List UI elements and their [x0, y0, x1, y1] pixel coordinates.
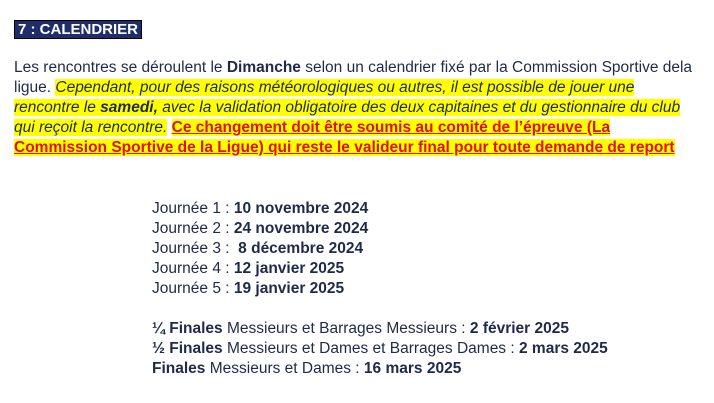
journee-row — [152, 219, 608, 239]
journee-label: Journée 5 : — [152, 280, 234, 297]
journee-row — [152, 279, 608, 299]
journee-date: 8 décembre 2024 — [238, 240, 364, 257]
journee-date: 19 janvier 2025 — [233, 280, 345, 297]
section-title: 7 : CALENDRIER — [14, 20, 142, 39]
finale-label: ½ Finales — [152, 340, 223, 357]
finale-text: Messieurs et Dames et Barrages Dames : — [222, 340, 519, 357]
rules-paragraph — [14, 58, 704, 158]
para-highlight-samedi: samedi, — [100, 99, 158, 116]
spacer — [152, 299, 608, 319]
journee-row — [152, 199, 608, 219]
finale-row — [152, 319, 608, 339]
finale-label: Finales — [152, 360, 206, 377]
schedule — [152, 199, 608, 379]
journee-label: Journée 3 : — [152, 240, 239, 257]
para-text-1: Les rencontres se déroulent le — [14, 59, 227, 76]
journee-date: 24 novembre 2024 — [233, 220, 369, 237]
finale-text: Messieurs et Barrages Messieurs : — [222, 320, 470, 337]
finale-label: ¼ Finales — [152, 320, 223, 337]
para-highlight-2: avec la validation obligatoire des deux capitaines et du gestionnaire du club qui reçoit la rencontre. — [14, 99, 681, 136]
journee-label: Journée 4 : — [152, 260, 234, 277]
finale-text: Messieurs et Dames : — [205, 360, 364, 377]
finale-row — [152, 339, 608, 359]
journee-row — [152, 239, 608, 259]
finale-row — [152, 359, 608, 379]
para-warning: Ce changement doit être soumis au comité de l’épreuve (La Commission Sportive de la Ligue) qui reste le valideur final pour toute demande de report — [14, 119, 675, 156]
journee-label: Journée 2 : — [152, 220, 234, 237]
journee-row — [152, 259, 608, 279]
para-bold-dimanche: Dimanche — [226, 59, 301, 76]
finale-date: 2 mars 2025 — [518, 340, 608, 357]
finale-date: 2 février 2025 — [469, 320, 569, 337]
journee-date: 12 janvier 2025 — [233, 260, 345, 277]
finale-date: 16 mars 2025 — [363, 360, 462, 377]
journee-date: 10 novembre 2024 — [233, 200, 369, 217]
para-text-2: selon un calendrier fixé par la Commission Sportive dela ligue. — [14, 59, 693, 96]
para-highlight-1: Cependant, pour des raisons météorologiques ou autres, il est possible de jouer une rencontre le — [14, 79, 635, 116]
journee-label: Journée 1 : — [152, 200, 234, 217]
